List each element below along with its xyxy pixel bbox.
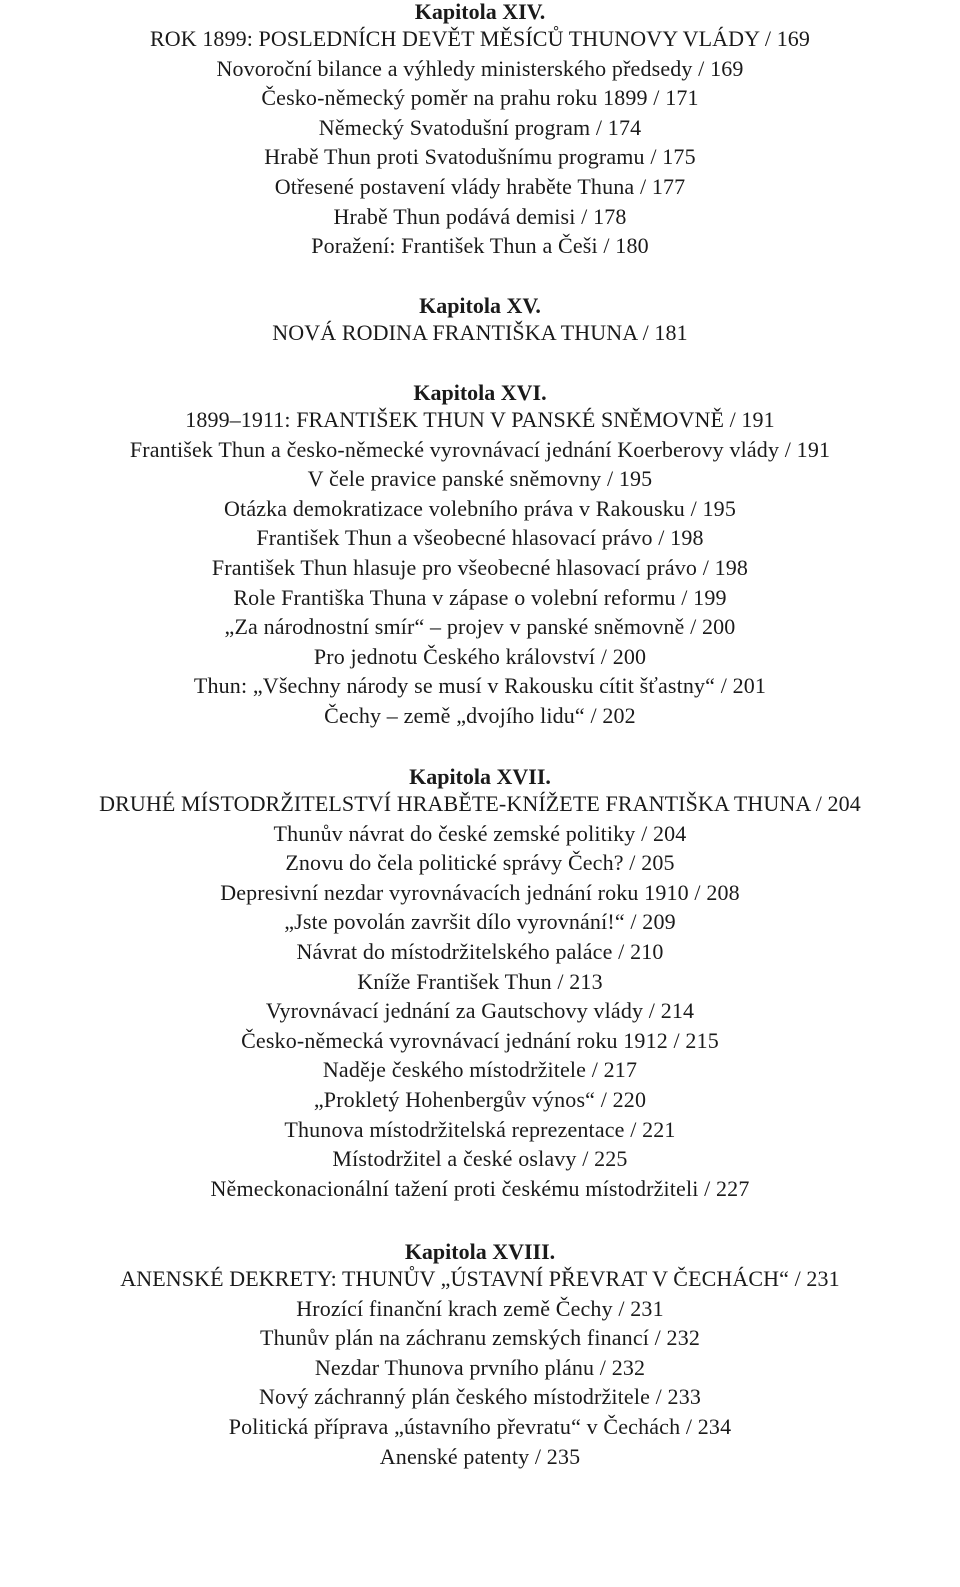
toc-entry: Naděje českého místodržitele / 217 bbox=[322, 1057, 638, 1083]
chapter-label: Kapitola XV. bbox=[419, 293, 541, 318]
toc-entry: Novoroční bilance a výhledy ministerského předsedy / 169 bbox=[216, 55, 744, 81]
chapter-title: ANENSKÉ DEKRETY: THUNŮV „ÚSTAVNÍ PŘEVRAT V ČECHÁCH“ / 231 bbox=[120, 1266, 840, 1291]
toc-entry: Otřesené postavení vlády hraběte Thuna / 177 bbox=[274, 173, 686, 199]
toc-entry: Role Františka Thuna v zápase o volební reformu / 199 bbox=[233, 584, 727, 610]
toc-entry: Hrozící finanční krach země Čechy / 231 bbox=[296, 1295, 664, 1321]
toc-entry: Čechy – země „dvojího lidu“ / 202 bbox=[324, 702, 636, 728]
toc-entry: Thunův návrat do české zemské politiky / 204 bbox=[273, 820, 687, 846]
chapter-label: Kapitola XVIII. bbox=[404, 1239, 556, 1264]
chapter-17 bbox=[0, 765, 960, 1203]
toc-entry: Pro jednotu Českého království / 200 bbox=[313, 643, 647, 669]
chapter-label: Kapitola XVI. bbox=[413, 380, 547, 405]
toc-entry: Thunův plán na záchranu zemských financí / 232 bbox=[259, 1325, 701, 1351]
toc-entry: Nezdar Thunova prvního plánu / 232 bbox=[314, 1354, 646, 1380]
toc-entry: František Thun hlasuje pro všeobecné hlasovací právo / 198 bbox=[211, 554, 749, 580]
toc-entry: Kníže František Thun / 213 bbox=[357, 968, 603, 994]
chapter-label: Kapitola XIV. bbox=[414, 0, 546, 24]
toc-entry: Německý Svatodušní program / 174 bbox=[318, 114, 642, 140]
toc-entry: Hrabě Thun podává demisi / 178 bbox=[333, 203, 627, 229]
toc-entry: František Thun a česko-německé vyrovnávací jednání Koerberovy vlády / 191 bbox=[129, 436, 831, 462]
chapter-title: ROK 1899: POSLEDNÍCH DEVĚT MĚSÍCŮ THUNOVY VLÁDY / 169 bbox=[149, 26, 810, 51]
toc-entry: Hrabě Thun proti Svatodušnímu programu / 175 bbox=[264, 144, 696, 170]
chapter-title: DRUHÉ MÍSTODRŽITELSTVÍ HRABĚTE-KNÍŽETE FRANTIŠKA THUNA / 204 bbox=[99, 791, 861, 816]
chapter-14 bbox=[0, 0, 960, 261]
toc-entry: Německonacionální tažení proti českému místodržiteli / 227 bbox=[210, 1175, 750, 1201]
chapter-15 bbox=[0, 294, 960, 348]
toc-entry: Znovu do čela politické správy Čech? / 205 bbox=[285, 850, 675, 876]
toc-entry: Česko-německá vyrovnávací jednání roku 1912 / 215 bbox=[241, 1027, 719, 1053]
chapter-16 bbox=[0, 381, 960, 731]
toc-entry: Anenské patenty / 235 bbox=[379, 1443, 581, 1469]
toc-entry: Thunova místodržitelská reprezentace / 221 bbox=[284, 1116, 676, 1142]
toc-entry: Otázka demokratizace volebního práva v Rakousku / 195 bbox=[224, 495, 736, 521]
toc-entry: Návrat do místodržitelského paláce / 210 bbox=[296, 938, 664, 964]
toc-entry: „Za národnostní smír“ – projev v panské sněmovně / 200 bbox=[224, 614, 736, 640]
chapter-title: NOVÁ RODINA FRANTIŠKA THUNA / 181 bbox=[272, 320, 688, 345]
chapter-title: 1899–1911: FRANTIŠEK THUN V PANSKÉ SNĚMOVNĚ / 191 bbox=[185, 407, 775, 432]
toc-entry: Politická příprava „ústavního převratu“ v Čechách / 234 bbox=[228, 1413, 732, 1439]
chapter-18 bbox=[0, 1240, 960, 1471]
toc-entry: Depresivní nezdar vyrovnávacích jednání roku 1910 / 208 bbox=[220, 879, 740, 905]
toc-entry: Thun: „Všechny národy se musí v Rakousku cítit šťastny“ / 201 bbox=[193, 673, 767, 699]
toc-entry: Nový záchranný plán českého místodržitele / 233 bbox=[258, 1384, 702, 1410]
toc-entry: Česko-německý poměr na prahu roku 1899 / 171 bbox=[261, 85, 699, 111]
toc-entry: Místodržitel a české oslavy / 225 bbox=[332, 1146, 628, 1172]
toc-entry: František Thun a všeobecné hlasovací právo / 198 bbox=[256, 525, 704, 551]
toc-entry: V čele pravice panské sněmovny / 195 bbox=[307, 466, 653, 492]
toc-entry: „Prokletý Hohenbergův výnos“ / 220 bbox=[313, 1086, 647, 1112]
chapter-label: Kapitola XVII. bbox=[409, 764, 551, 789]
toc-entry: Poražení: František Thun a Češi / 180 bbox=[311, 233, 649, 259]
toc-entry: „Jste povolán završit dílo vyrovnání!“ / 209 bbox=[284, 909, 676, 935]
toc-entry: Vyrovnávací jednání za Gautschovy vlády / 214 bbox=[265, 998, 695, 1024]
